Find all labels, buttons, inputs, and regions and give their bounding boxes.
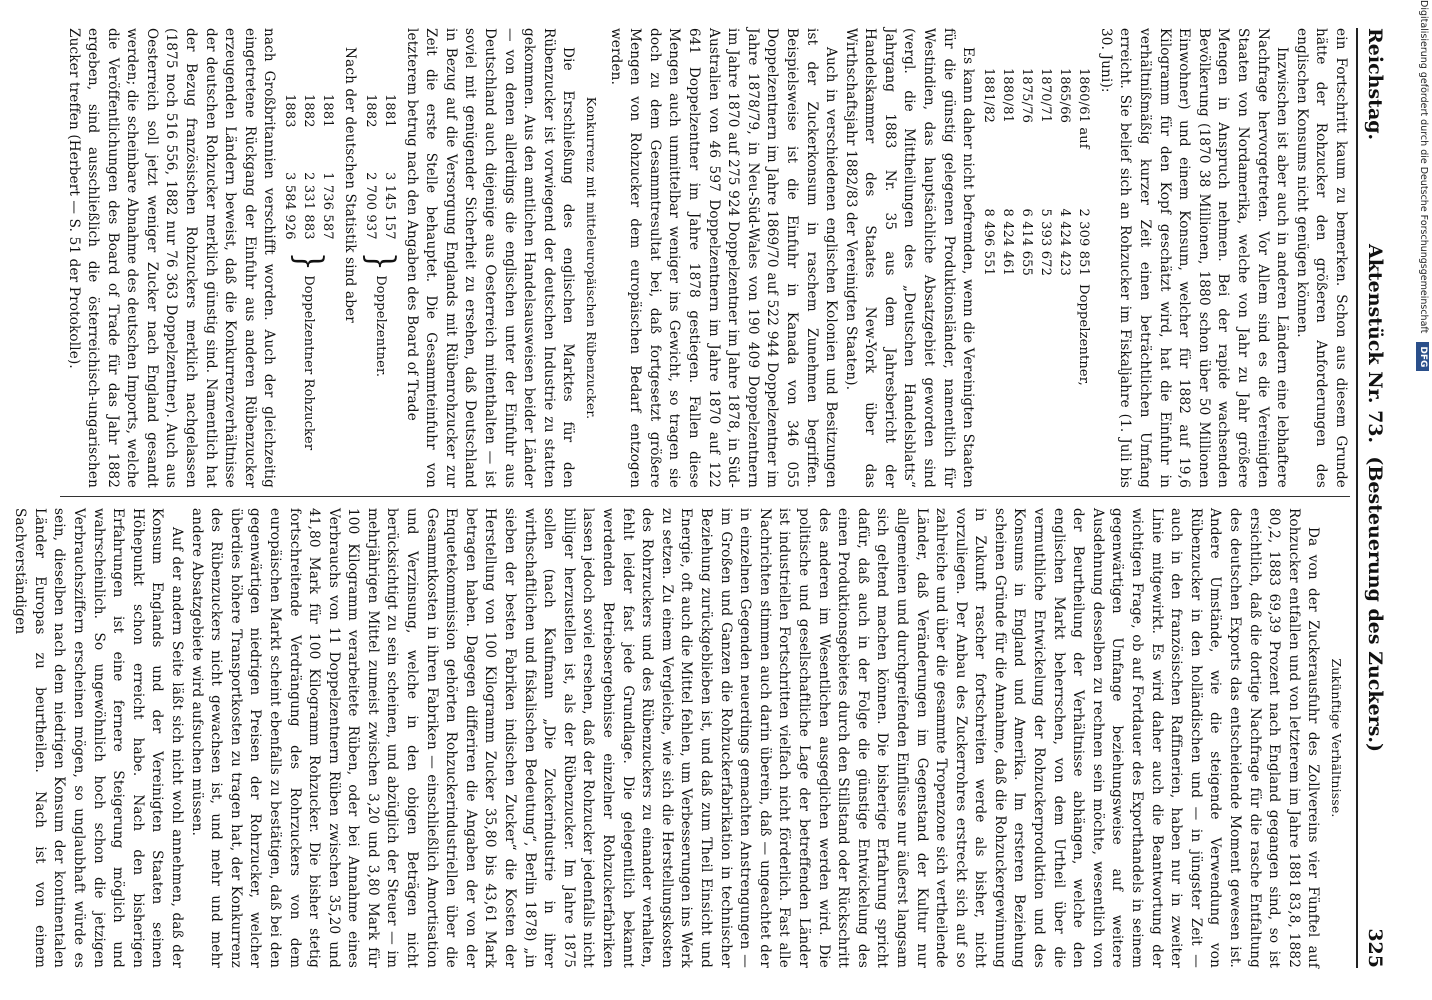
dfg-logo: DFG (1416, 342, 1429, 371)
table-row (979, 28, 998, 488)
german-statistics-table (280, 88, 337, 456)
paragraph: ein Fortschritt kaum zu bemerken. Schon aus diesem Grunde hätte der Rohzucker den größeren Anforderungen des englischen Konsums nicht genügen können. (1293, 28, 1349, 488)
table-cell-value: 2 331 883 (301, 172, 317, 240)
credit-text: Digitalisierung gefördert durch die Deutsche Forschungsgemeinschaft (1418, 0, 1429, 334)
table-cell-year: 1882 (301, 94, 317, 128)
table-cell-value: 3 145 157 (382, 172, 398, 240)
table-row (1017, 28, 1036, 488)
right-column (12, 508, 1350, 968)
section-title: Konkurrenz mit mitteleuropäischen Rübenzucker. (584, 96, 599, 420)
paragraph: Da von der Zuckerausfuhr des Zollvereins vier Fünftel auf Rohzucker entfallen und von letzterem im Jahre 1881 83,8, 1882 80,2, 1883 69,39 Prozent nach England gegangen sind, so ist ersichtlich, daß die dortige Nachfrage für die rasche Entfaltung des deutschen Exports das entscheidende Moment gewesen ist. Andere Umstände, wie die steigende Verwendung von Rübenzucker in den holländischen und — in jüngster Zeit — auch in den französischen Raffinerien, haben nur in zweiter Linie mitgewirkt. Es wird daher auch die Beantwortung der wichtigen Frage, ob auf Fortdauer des Exporthandels in seinem gegenwärtigen Umfange beziehungsweise auf weitere Ausdehnung desselben zu rechnen sein möchte, wesentlich von der Beurtheilung der Verhältnisse abhängen, welche den englischen Markt beherrschen, von dem Urtheil über die vermuthliche Entwickelung der Rohzuckerproduktion und des Konsums in England und Amerika. Im ersteren Beziehung scheinen Gründe für die Annahme, daß die Rohzuckergewinnung in Zukunft rascher fortschreiten werde als bisher, nicht vorzuliegen. Der Anbau des Zuckerrohres erstreckt sich auf so zahlreiche und über die gesammte Tropenzone sich vertheilende Länder, daß Veränderungen im Gegenstand der Kultur nur allgemeinen und durchgreifenden Einflüsse nur äußerst langsam sich geltend machen können. Die bisherige Erfahrung spricht dafür, daß auch in der Folge die günstige Entwickelung des einen Produktionsgebietes durch den Stillstand oder Rückschritt des anderen im Wesentlichen ausgeglichen werden wird. Die politische und gesellschaftliche Lage der betreffenden Länder ist industriellen Fortschritten vielfach nicht förderlich. Fast alle Nachrichten stimmen auch darin überein, daß — ungeachtet der in einzelnen Gegenden neuerdings gemachten Anstrengungen — im Großen und Ganzen die Rohzuckerfabrikation in technischer Beziehung zurückgeblieben ist, und daß zum Theil Einsicht und Energie, oft auch die Mittel fehlen, um Verbesserungen ins Werk zu setzen. Zu einem Vergleiche, wie sich die Herstellungskosten des Rohrzuckers und des Rübenzuckers zu einander verhalten, fehlt leider fast jede Grundlage. Die gelegentlich bekannt werdenden Betriebsergebnisse einzelner Rohzuckerfabriken lassen jedoch soviel ersehen, daß der Rohzucker jedenfalls nicht billiger herzustellen ist, als der Rübenzucker. Im Jahre 1875 sollen (nach Kaufmann „Die Zuckerindustrie in ihrer wirthschaftlichen und fiskalischen Bedeutung“, Berlin 1878) „in sieben der besten Fabriken indischen Zucker“ die Kosten der Herstellung von 100 Kilogramm Zucker 35,80 bis 43,61 Mark betragen haben. Dagegen differiren die Angaben der von der Enquetekommission gehörten Rohzuckerindustriellen über die Gesammtkosten in ihren Fabriken — einschließlich Amortisation und Verzinsung, welche in den obigen Beträgen nicht berücksichtigt zu sein scheinen, und abzüglich der Steuer — im mehrjährigen Mittel zumeist zwischen 3,20 und 3,80 Mark für 100 Kilogramm verarbeitete Rüben, oder bei Annahme eines Verbrauchs von 11 Doppelzentnern Rüben zwischen 35,20 und 41,80 Mark für 100 Kilogramm Rohzucker. Die bisher stetig fortschreitende Verdrängung des Rohrzuckers von dem europäischen Markt scheint ebenfalls zu bestätigen, daß bei den gegenwärtigen niedrigen Preisen der Rohrzucker, welcher überdies höhere Transportkosten zu tragen hat, der Konkurrenz des Rübenzuckers nicht gewachsen ist, und mehr und mehr andere Absatzgebiete wird aufsuchen müssen. (188, 508, 1322, 968)
table-row (1074, 28, 1093, 488)
header-center-subtitle: (Besteuerung des Zuckers.) (1364, 456, 1386, 753)
paragraph: Auf der andern Seite läßt sich nicht wohl annehmen, daß der Konsum Englands und der Vereinigten Staaten seinen Höhepunkt schon erreicht habe. Nach den bisherigen Erfahrungen ist eine fernere Steigerung möglich und wahrscheinlich. So ungewöhnlich hoch schon die jetzigen Verbrauchsziffern erscheinen mögen, so unglaubhaft würde es sein, dieselben nach dem niedrigen Konsum der kontinentalen Länder Europas zu beurtheilen. Nach ist von einem Sachverständigen (12, 508, 185, 968)
table-cell-year: 1881 (320, 94, 336, 128)
table-cell-year: 1880/81 (1000, 68, 1016, 124)
header-rule (1356, 28, 1358, 968)
brace-glyph: } (287, 251, 330, 271)
table-cell-value: 3 584 926 (282, 172, 298, 240)
table-row (1055, 28, 1074, 488)
table-cell-year: 1882 (363, 94, 379, 128)
table-cell-value: 5 393 672 (1038, 208, 1054, 276)
credit-text-wrapper (1415, 0, 1432, 1000)
table-cell-value: 8 424 461 (1000, 208, 1016, 276)
paragraph: Die Erschließung des englischen Marktes für den Rübenzucker ist vorwiegend der deutschen Industrie zu statten gekommen. Aus den amtlichen Handelsausweisen beider Länder — von denen allerdings die englischen unter der Einfuhr aus Deutschland auch diejenige aus Oesterreich mitenthalten — ist soviel mit genügender Sicherheit zu ersehen, daß Deutschland in Bezug auf die Versorgung Englands mit Rübenrohzucker zur Zeit die erste Stelle behauptet. Die Gesammteinfuhr von letzterem betrug nach den Angaben des Board of Trade (403, 28, 577, 488)
table-cell-value: 4 424 423 (1057, 208, 1073, 276)
table-cell-unit (1055, 280, 1074, 488)
table-cell-year: 1865/66 (1057, 68, 1073, 124)
board-of-trade-table (359, 88, 402, 383)
header-left: Reichstag. (1364, 28, 1386, 141)
digitization-credit (1415, 0, 1432, 1000)
table-cell-value: 1 736 587 (320, 172, 336, 240)
page-header (1360, 28, 1386, 968)
page-number: 325 (1364, 928, 1386, 968)
import-stats-table (979, 28, 1093, 488)
table-cell-unit: Doppelzentner Rohzucker (301, 275, 317, 451)
paragraph: Inzwischen ist aber auch in anderen Ländern eine lebhaftere Nachfrage hervorgetreten. Vor Allem sind es die Vereinigten Staaten von Nordamerika, welche von Jahr zu Jahr größere Mengen in Anspruch nehmen. Bei der rapide wachsenden Bevölkerung (1870 38 Millionen, 1880 schon über 50 Millionen Einwohner) und einem Konsum, welcher für 1882 auf 19,6 Kilogramm für den Kopf geschätzt wird, hat die Einfuhr in verhältnißmäßig kurzer Zeit einen beträchtlichen Umfang erreicht. Sie belief sich an Rohzucker im Fiskaljahre (1. Juli bis 30. Juni): (1097, 28, 1291, 488)
table-cell-year: 1881 (382, 94, 398, 128)
brace-glyph: } (359, 251, 402, 271)
brace-cell (280, 246, 337, 457)
paragraph: Es kann daher nicht befremden, wenn die Vereinigten Staaten für die günstig gelegenen Produktionsländer, namentlich für Westindien, das hauptsächliche Absatzgebiet geworden sind (vergl. die Mittheilungen des „Deutschen Handelsblatts“ Jahrgang 1883 Nr. 35 aus dem Jahresbericht der Handelskammer des Staates New-York über das Wirthschaftsjahr 1882/83 der Vereinigten Staaten). (842, 28, 977, 488)
table-cell-unit (1036, 280, 1055, 488)
table-row (1036, 28, 1055, 488)
rotated-page-content (12, 0, 1416, 1000)
table-cell-value: 2 309 851 (1076, 208, 1092, 276)
header-center-title: Aktenstück Nr. 73. (1364, 243, 1386, 444)
brace-cell (359, 246, 402, 384)
table-cell-unit (998, 280, 1017, 488)
table-cell-unit (1017, 280, 1036, 488)
header-center (1364, 28, 1386, 968)
table-row (998, 28, 1017, 488)
table-cell-value: 8 496 551 (981, 208, 997, 276)
left-column (60, 28, 1350, 488)
table-cell-unit: Doppelzentner. (372, 275, 388, 378)
table-row (318, 88, 337, 456)
table-cell-value: 2 700 937 (363, 172, 379, 240)
table-cell-year: 1875/76 (1019, 68, 1035, 124)
paragraph: nach Großbritannien verschifft worden. Auch der gleichzeitig eingetretene Rückgang der Einfuhr aus anderen Rübenzucker erzeugenden Ländern beweist, daß die Konkurrenzverhältnisse der deutschen Rohzucker merklich günstig sind. Namentlich hat der Bezug französischen Rohzuckers merklich nachgelassen (1875 noch 516 556, 1882 nur 76 363 Doppelzentner). Auch aus Oesterreich soll jetzt weniger Zucker nach England gesandt werden; die scheinbare Abnahme des deutschen Imports, welche die Veröffentlichungen des Board of Trade für das Jahr 1882 ergeben, sind ausschließlich die österreichisch-ungarischen Zucker treffen (Herbert — S. 51 der Protokolle). (65, 28, 278, 488)
table-cell-year: 1883 (282, 94, 298, 128)
paragraph: Nach der deutschen Statistik sind aber (342, 47, 359, 323)
table-cell-year: 1881/82 (981, 68, 997, 124)
column-divider (60, 496, 1350, 497)
table-cell-year: 1860/61 auf (1076, 68, 1092, 149)
table-cell-year: 1870/71 (1038, 68, 1054, 124)
table-cell-unit: Doppelzentner, (1076, 284, 1092, 386)
table-row (380, 88, 399, 383)
paragraph: Auch in verschiedenen englischen Kolonien und Besitzungen ist der Zuckerkonsum in raschem Zunehmen begriffen. Beispielsweise ist die Einfuhr in Kanada von 346 055 Doppelzentnern im Jahre 1869/70 auf 522 944 Doppelzentner im Jahre 1878/79, in Neu-Süd-Wales von 190 409 Doppelzentnern im Jahre 1870 auf 275 924 Doppelzentner im Jahre 1878, in Süd-Australien von 46 597 Doppelzentnern im Jahre 1870 auf 122 641 Doppelzentner im Jahre 1878 gestiegen. Fallen diese Mengen auch unmittelbar weniger ins Gewicht, so tragen sie doch zu dem Gesammtresultat bei, daß fortgesetzt größere Mengen von Rohzucker dem europäischen Bedarf entzogen werden. (607, 28, 840, 488)
section-title: Zukünftige Verhältnisse. (1329, 658, 1344, 818)
table-cell-value: 6 414 655 (1019, 208, 1035, 276)
table-cell-unit (979, 280, 998, 488)
